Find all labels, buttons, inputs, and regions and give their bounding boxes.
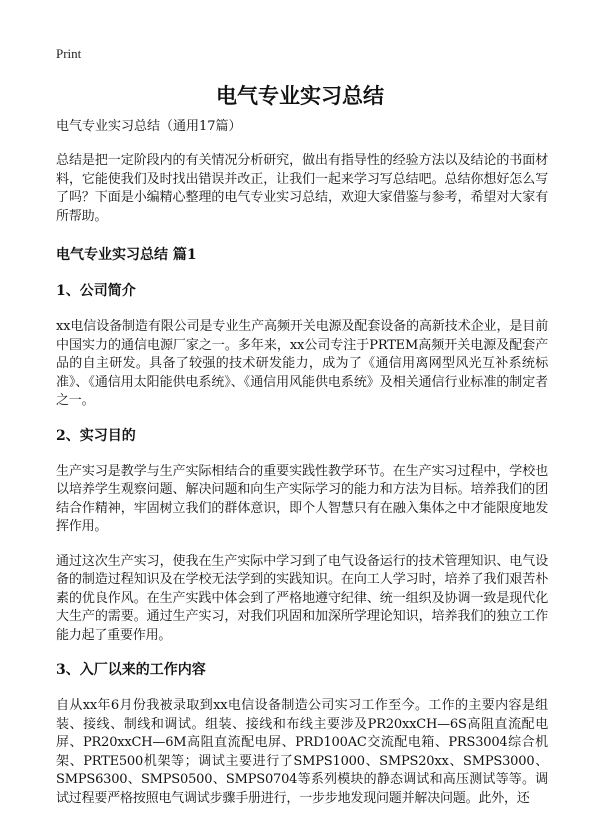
section-heading-company: 1、公司简介 — [56, 283, 136, 299]
document-body — [56, 118, 548, 824]
section-heading-work: 3、入厂以来的工作内容 — [56, 662, 206, 678]
document-title: 电气专业实习总结 — [216, 84, 384, 108]
purpose-paragraph-2: 通过这次生产实习，使我在生产实际中学习到了电气设备运行的技术管理知识、电气设备的制造过程知识及在学校无法学到的实践知识。在向工人学习时，培养了我们艰苦朴素的优良作风。在生产实践中体会到了严格地遵守纪律、统一组织及协调一致是现代化大生产的需要。通过生产实习，对我们巩固和加深所学理论知识，培养我们的独立工作能力起了重要作用。 — [56, 553, 548, 643]
company-paragraph: xx电信设备制造有限公司是专业生产高频开关电源及配套设备的高新技术企业，是目前中国实力的通信电源厂家之一。多年来，xx公司专注于PRTEM高频开关电源及配套产品的自主研发。具备了较强的技术研发能力，成为了《通信用离网型风光互补系统标准》、《通信用太阳能供电系统》、《通信用风能供电系统》及相关通信行业标准的制定者之一。 — [56, 319, 548, 408]
intro-paragraph: 总结是把一定阶段内的有关情况分析研究，做出有指导性的经验方法以及结论的书面材料，它能使我们及时找出错误并改正，让我们一起来学习写总结吧。总结你想好怎么写了吗？下面是小编精心整理的电气专业实习总结，欢迎大家借鉴与参考，希望对大家有所帮助。 — [56, 153, 548, 224]
purpose-paragraph-1: 生产实习是教学与生产实际相结合的重要实践性教学环节。在生产实习过程中，学校也以培养学生观察问题、解决问题和向生产实际学习的能力和方法为目标。培养我们的团结合作精神，牢固树立我们的群体意识，即个人智慧只有在融入集体之中才能限度地发挥作用。 — [56, 463, 548, 534]
section-heading-purpose: 2、实习目的 — [56, 427, 136, 444]
print-label: Print — [56, 46, 82, 61]
document-subtitle: 电气专业实习总结（通用17篇） — [56, 119, 242, 134]
section-title: 电气专业实习总结 篇1 — [56, 247, 197, 263]
work-paragraph: 自从xx年6月份我被录取到xx电信设备制造公司实习工作至今。工作的主要内容是组装、接线、制线和调试。组装、接线和布线主要涉及PR20xxCH—6S高阻直流配电屏、PR20xxCH—6M高阻直流配电屏、PRD100AC交流配电箱、PRS3004综合机架、PRTE500机架等；调试主要进行了SMPS1000、SMPS20xx、SMPS3000、SMPS6300、SMPS0500、SMPS0704等系列模块的静态调试和高压测试等等。调试过程要严格按照电气调试步骤手册进行，一步步地发现问题并解决问题。此外，还 — [56, 698, 548, 806]
